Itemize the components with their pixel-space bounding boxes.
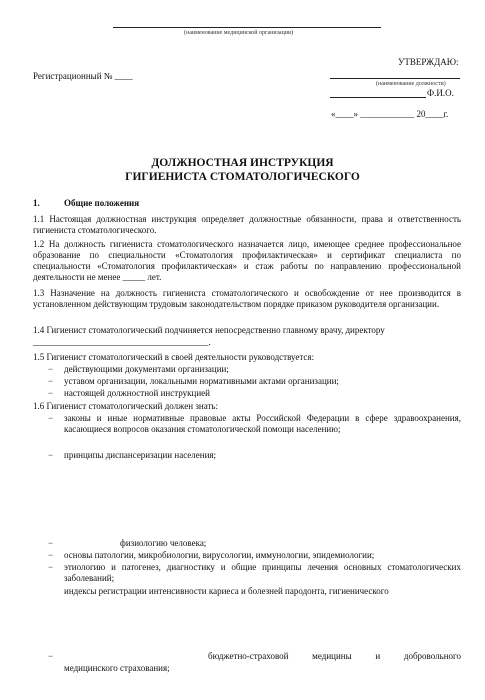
list-item-laws: законы и иные нормативные правовые акты Российской Федерации в сфере здравоохранения, касающиеся вопросов оказания стоматологической помощи населению;	[64, 413, 461, 434]
bullet-dash: −	[48, 550, 54, 560]
bullet-dash: −	[48, 388, 54, 398]
section-number: 1.	[33, 198, 40, 208]
bullet-dash: −	[48, 538, 54, 548]
bullet-dash: −	[48, 364, 54, 374]
list-item-indices: индексы регистрации интенсивности кариеса и болезней пародонта, гигиенического	[64, 586, 389, 596]
signature-line	[330, 97, 426, 98]
bullet-dash: −	[48, 450, 54, 460]
bullet-dash: −	[48, 562, 54, 572]
list-item-insurance: бюджетно-страховой медицины и добровольного	[208, 651, 461, 661]
bullet-dash: −	[48, 651, 54, 661]
paragraph-1-2: 1.2 На должность гигиениста стоматологического назначается лицо, имеющее среднее профессиональное образование по специальности «Стоматология профилактическая» и сертификат специалиста по специальности «Стоматология профилактическая» и стаж работы по направлению профессиональной деятельности не менее _____ лет.	[33, 239, 461, 282]
paragraph-1-6: 1.6 Гигиенист стоматологический должен знать:	[33, 401, 218, 411]
document-title-line2: ГИГИЕНИСТА СТОМАТОЛОГИЧЕСКОГО	[125, 171, 360, 183]
list-item-physiology: физиологию человека;	[120, 538, 207, 548]
bullet-dash: −	[48, 376, 54, 386]
list-item-dispensary: принципы диспансеризации населения;	[64, 450, 217, 460]
position-caption: (наименование должности)	[376, 81, 446, 87]
approve-label: УТВЕРЖДАЮ:	[398, 57, 459, 67]
approval-date: «____» ____________ 20____г.	[331, 109, 449, 119]
document-title-line1: ДОЛЖНОСТНАЯ ИНСТРУКЦИЯ	[151, 157, 334, 169]
position-line	[330, 78, 460, 79]
list-item: действующими документами организации;	[64, 364, 229, 374]
list-item-insurance-cont: медицинского страхования;	[64, 663, 170, 673]
paragraph-1-3: 1.3 Назначение на должность гигиениста стоматологического и освобождение от нее производится в установленном действующим трудовым законодательством порядке приказом руководителя организации.	[33, 288, 461, 309]
registration-number: Регистрационный № ____	[33, 71, 133, 81]
bullet-dash: −	[48, 413, 54, 423]
list-item-pathology: основы патологии, микробиологии, вирусологии, иммунологии, эпидемиологии;	[64, 550, 375, 560]
list-item-etiology: этиологию и патогенез, диагностику и общие принципы лечения основных стоматологических заболеваний;	[64, 562, 461, 583]
paragraph-1-1: 1.1 Настоящая должностная инструкция определяет должностные обязанности, права и ответственность гигиениста стоматологического.	[33, 214, 461, 235]
org-name-caption: (наименование медицинской организации)	[184, 30, 294, 36]
paragraph-1-4-blank: _______________________________________.	[33, 337, 211, 347]
fio-label: Ф.И.О.	[427, 88, 454, 98]
org-name-line	[113, 27, 381, 28]
list-item: настоящей должностной инструкцией	[64, 388, 210, 398]
section-heading: Общие положения	[64, 198, 140, 208]
paragraph-1-5: 1.5 Гигиенист стоматологический в своей деятельности руководствуется:	[33, 352, 315, 362]
list-item: уставом организации, локальными нормативными актами организации;	[64, 376, 339, 386]
paragraph-1-4: 1.4 Гигиенист стоматологический подчиняется непосредственно главному врачу, директору	[33, 325, 385, 335]
